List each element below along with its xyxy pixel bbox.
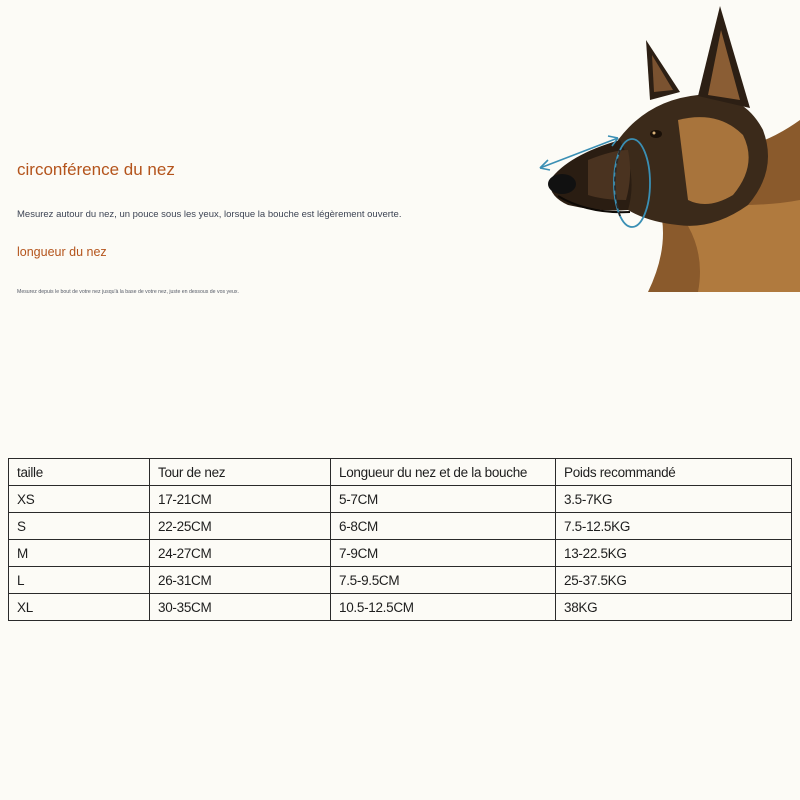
cell-size: S [9,513,150,540]
table-row [9,567,792,594]
dog-eye [650,130,662,138]
cell-nose-circumference: 26-31CM [150,567,331,594]
cell-size: XS [9,486,150,513]
table-row [9,594,792,621]
cell-weight: 7.5-12.5KG [556,513,792,540]
cell-nose-circumference: 17-21CM [150,486,331,513]
cell-size: XL [9,594,150,621]
table-row [9,540,792,567]
nose-length-description: Mesurez depuis le bout de votre nez jusqu'à la base de votre nez, juste en dessous de vos yeux. [17,289,239,295]
nose-length-title: longueur du nez [17,245,107,259]
table-row [9,486,792,513]
cell-nose-mouth-length: 5-7CM [331,486,556,513]
table-header-row [9,459,792,486]
cell-size: M [9,540,150,567]
dog-head-illustration [528,0,800,292]
dog-nose [548,174,576,194]
header-size: taille [9,459,150,486]
header-recommended-weight: Poids recommandé [556,459,792,486]
cell-nose-circumference: 22-25CM [150,513,331,540]
nose-circumference-title: circonférence du nez [17,160,175,179]
header-nose-circumference: Tour de nez [150,459,331,486]
cell-nose-mouth-length: 10.5-12.5CM [331,594,556,621]
nose-circumference-description: Mesurez autour du nez, un pouce sous les yeux, lorsque la bouche est légèrement ouverte. [17,209,402,220]
cell-nose-mouth-length: 7-9CM [331,540,556,567]
cell-weight: 38KG [556,594,792,621]
cell-nose-circumference: 30-35CM [150,594,331,621]
table-row [9,513,792,540]
cell-nose-circumference: 24-27CM [150,540,331,567]
size-table [8,458,792,621]
header-nose-mouth-length: Longueur du nez et de la bouche [331,459,556,486]
cell-size: L [9,567,150,594]
cell-nose-mouth-length: 6-8CM [331,513,556,540]
cell-weight: 3.5-7KG [556,486,792,513]
cell-weight: 25-37.5KG [556,567,792,594]
cell-nose-mouth-length: 7.5-9.5CM [331,567,556,594]
cell-weight: 13-22.5KG [556,540,792,567]
